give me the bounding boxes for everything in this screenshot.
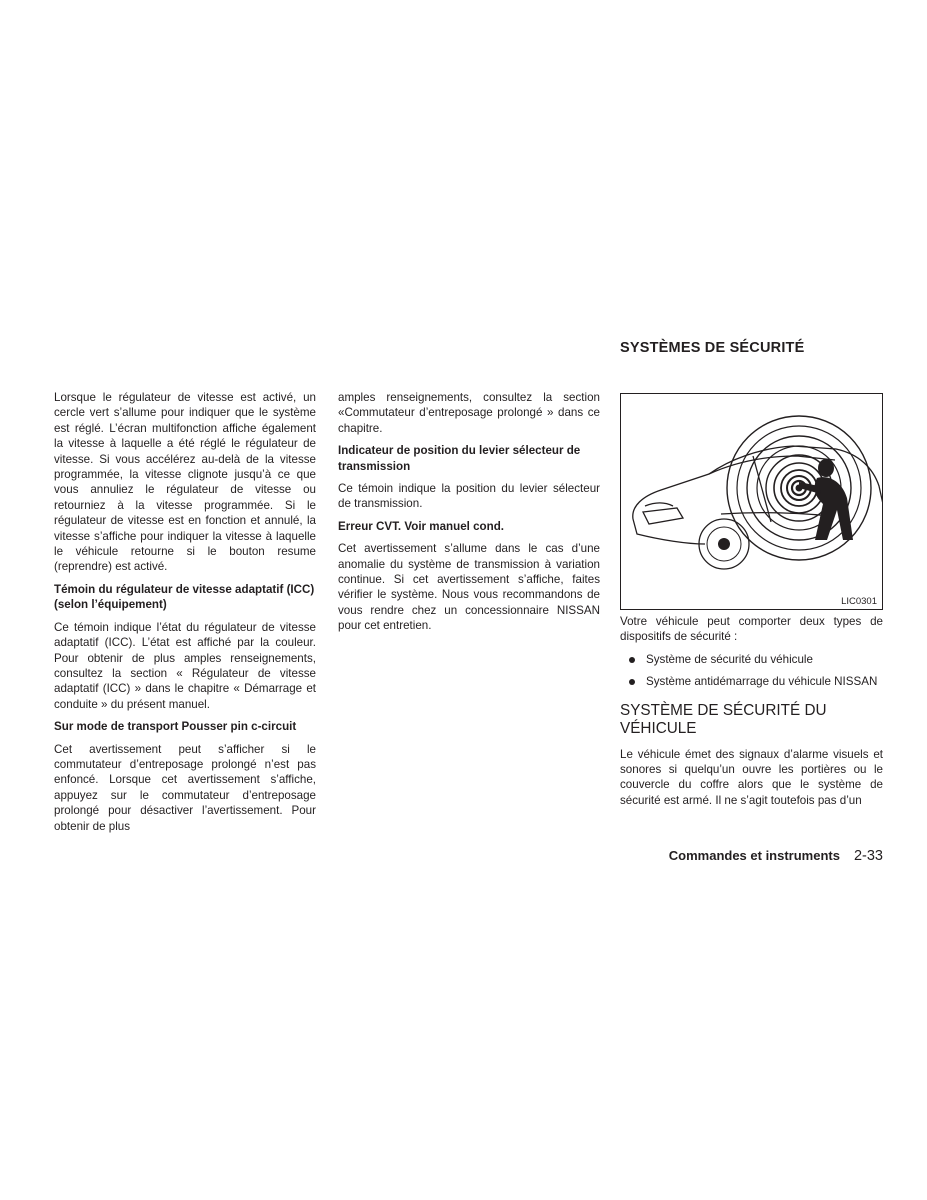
paragraph-continued: amples renseignements, consultez la section «Commutateur d’entreposage prolongé » dans ce chapitre. <box>338 391 600 435</box>
bullet-icon <box>629 679 635 685</box>
footer-chapter-title: Commandes et instruments <box>668 848 840 863</box>
page-footer <box>669 848 883 864</box>
car-security-drawing <box>621 394 883 610</box>
heading-transport-mode: Sur mode de transport Pousser pin c-circuit <box>54 720 297 734</box>
column-left <box>54 390 316 841</box>
section-title: SYSTÈMES DE SÉCURITÉ <box>620 340 805 356</box>
paragraph-transport-mode: Cet avertissement peut s’afficher si le commutateur d’entreposage prolongé n’est pas enfoncé. Lorsque cet avertissement s’affiche, appuyez sur le commutateur d’entreposage prolongé pour désactiver l’avertissement. Pour obtenir de plus <box>54 742 316 833</box>
list-item <box>620 652 883 667</box>
paragraph-icc-indicator: Ce témoin indique l’état du régulateur de vitesse adaptatif (ICC). L’état est affiché par la couleur. Pour obtenir de plus amples renseignements, consultez la section « Régulateur de vitesse adaptatif (ICC) » dans le chapitre « Démarrage et conduite » du présent manuel. <box>54 620 316 711</box>
list-item-label: Système antidémarrage du véhicule NISSAN <box>646 675 878 689</box>
paragraph-intro: Votre véhicule peut comporter deux types de dispositifs de sécurité : <box>620 615 883 644</box>
subsection-title: SYSTÈME DE SÉCURITÉ DU VÉHICULE <box>620 701 827 737</box>
front-wheel <box>699 519 749 569</box>
column-right <box>620 614 883 815</box>
list-item-label: Système de sécurité du véhicule <box>646 652 813 666</box>
figure-label: LIC0301 <box>841 596 877 607</box>
security-systems-list <box>620 652 883 690</box>
heading-icc-indicator: Témoin du régulateur de vitesse adaptatif (ICC) (selon l’équipement) <box>54 582 315 612</box>
paragraph-vehicle-security: Le véhicule émet des signaux d’alarme visuels et sonores si quelqu’un ouvre les portières ou le couvercle du coffre alors que le système de sécurité est armé. Il ne s’agit toutefois pas d’un <box>620 747 883 807</box>
heading-shift-position: Indicateur de position du levier sélecteur de transmission <box>338 444 581 473</box>
page-number: 2-33 <box>853 848 883 864</box>
security-illustration <box>620 393 883 610</box>
bullet-icon <box>629 657 635 663</box>
paragraph-shift-position: Ce témoin indique la position du levier sélecteur de transmission. <box>338 482 600 511</box>
paragraph-cvt-error: Cet avertissement s’allume dans le cas d’une anomalie du système de transmission à variation continue. Si cet avertissement s’affiche, faites vérifier le système. Nous vous recommandons de vous rendre chez un concessionnaire NISSAN pour cet entretien. <box>338 542 600 633</box>
list-item <box>620 674 883 689</box>
column-middle <box>338 390 600 641</box>
paragraph-cruise-indicator: Lorsque le régulateur de vitesse est activé, un cercle vert s’allume pour indiquer que le système est réglé. L’écran multifonction affiche également la vitesse à laquelle a été réglé le régulateur de vitesse. Si vous accélérez au-delà de la vitesse programmée, la vitesse clignote jusqu’à ce que vous annuliez le régulateur de vitesse ou retourniez à la vitesse programmée. Si le régulateur de vitesse est en fonction et annulé, la vitesse s’affiche pour indiquer la vitesse à laquelle le véhicule retourne si le bouton resume (reprendre) est activé. <box>54 391 316 574</box>
heading-cvt-error: Erreur CVT. Voir manuel cond. <box>338 519 504 533</box>
